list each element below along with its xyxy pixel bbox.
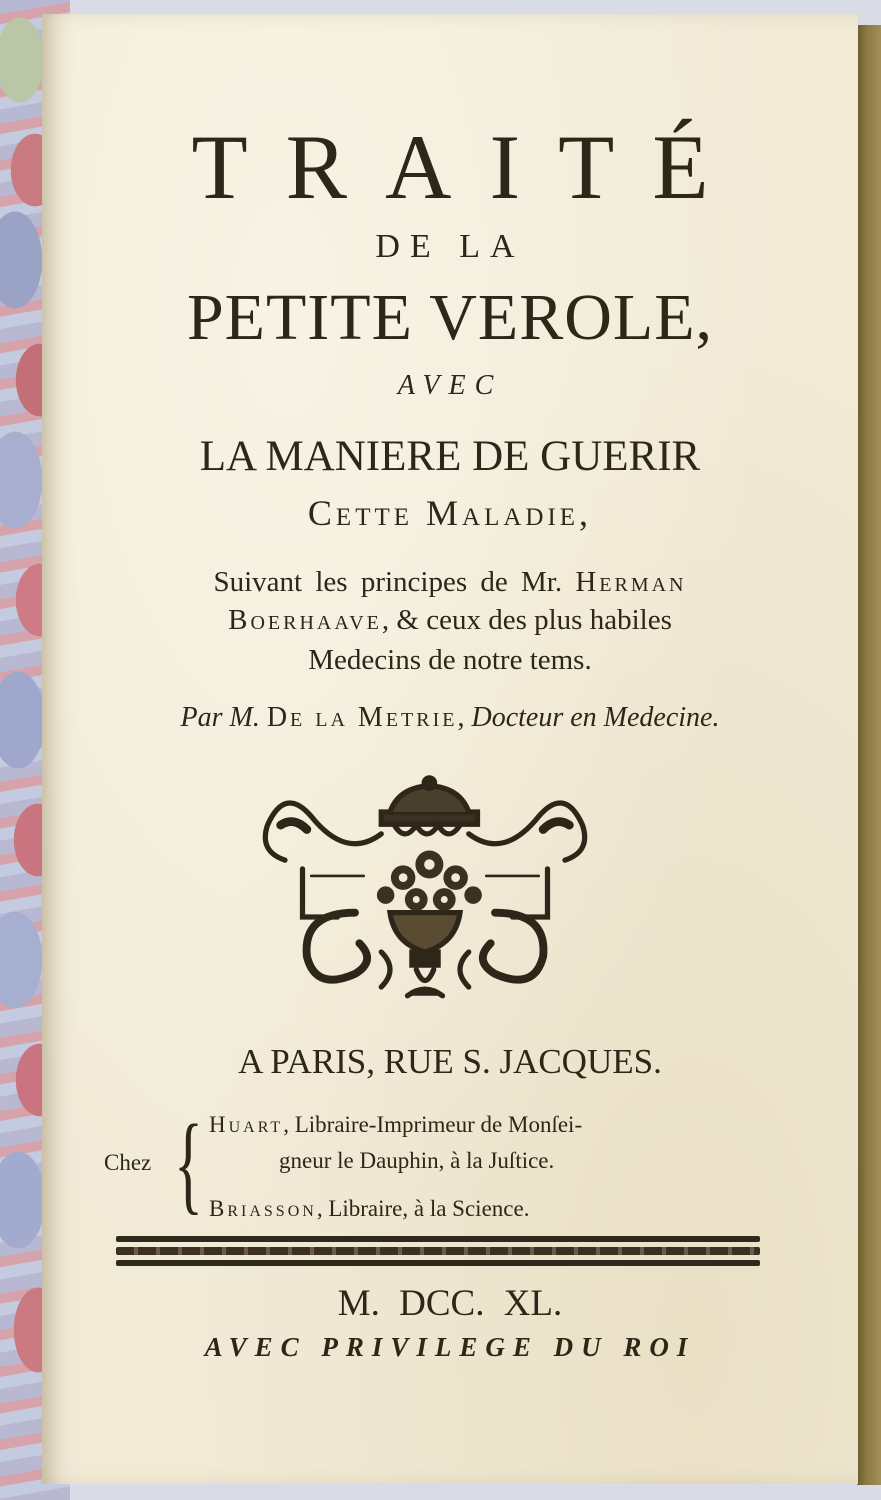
author-line bbox=[42, 702, 858, 734]
imprint-block bbox=[104, 1102, 804, 1228]
description-suffix: , & ceux des plus habiles bbox=[381, 604, 672, 636]
imprint-chez: Chez bbox=[104, 1150, 152, 1175]
description-line1 bbox=[42, 566, 858, 599]
printer1-line2: gneur le Dauphin, à la Juſtice. bbox=[279, 1148, 555, 1173]
description-line3: Medecins de notre tems. bbox=[308, 644, 592, 676]
imprint-city: A PARIS, RUE S. JACQUES. bbox=[238, 1042, 662, 1081]
author-title: Docteur en Medecine. bbox=[471, 702, 720, 733]
flower-basket-ornament-icon bbox=[250, 762, 600, 1037]
name-boerhaave: Boerhaave bbox=[228, 604, 382, 636]
printer1-text: , Libraire-Imprimeur de Monſei- bbox=[283, 1112, 583, 1137]
privilege-line: AVEC PRIVILEGE DU ROI bbox=[204, 1332, 696, 1362]
name-herman: Herman bbox=[575, 566, 687, 598]
brace-icon: { bbox=[174, 1102, 204, 1224]
title-avec: AVEC bbox=[397, 370, 503, 401]
printer2-text: , Libraire, à la Science. bbox=[316, 1196, 530, 1221]
title-connector: DE LA bbox=[375, 228, 525, 265]
title-main: TRAITÉ bbox=[191, 116, 747, 218]
rule-line bbox=[116, 1236, 760, 1242]
triple-rule-divider bbox=[116, 1236, 760, 1272]
printer1-line1 bbox=[209, 1112, 582, 1138]
leather-binding-right bbox=[857, 25, 881, 1485]
rule-line bbox=[116, 1247, 760, 1255]
title-page bbox=[42, 14, 858, 1484]
description-prefix: Suivant les principes de Mr. bbox=[213, 566, 576, 598]
subtitle-line2: Cette Maladie, bbox=[307, 493, 593, 533]
title-subject: PETITE VEROLE, bbox=[186, 281, 714, 354]
author-name: De la Metrie bbox=[266, 702, 458, 733]
printer1-name: Huart bbox=[209, 1112, 284, 1137]
printer2-name: Briasson bbox=[209, 1196, 317, 1221]
author-sep: , bbox=[457, 702, 472, 733]
printer2-line bbox=[209, 1196, 529, 1222]
rule-line bbox=[116, 1260, 760, 1266]
author-prefix: Par M. bbox=[180, 702, 267, 733]
description-line2 bbox=[42, 604, 858, 637]
subtitle-line1: LA MANIERE DE GUERIR bbox=[199, 433, 701, 480]
publication-date: M. DCC. XL. bbox=[337, 1283, 563, 1324]
